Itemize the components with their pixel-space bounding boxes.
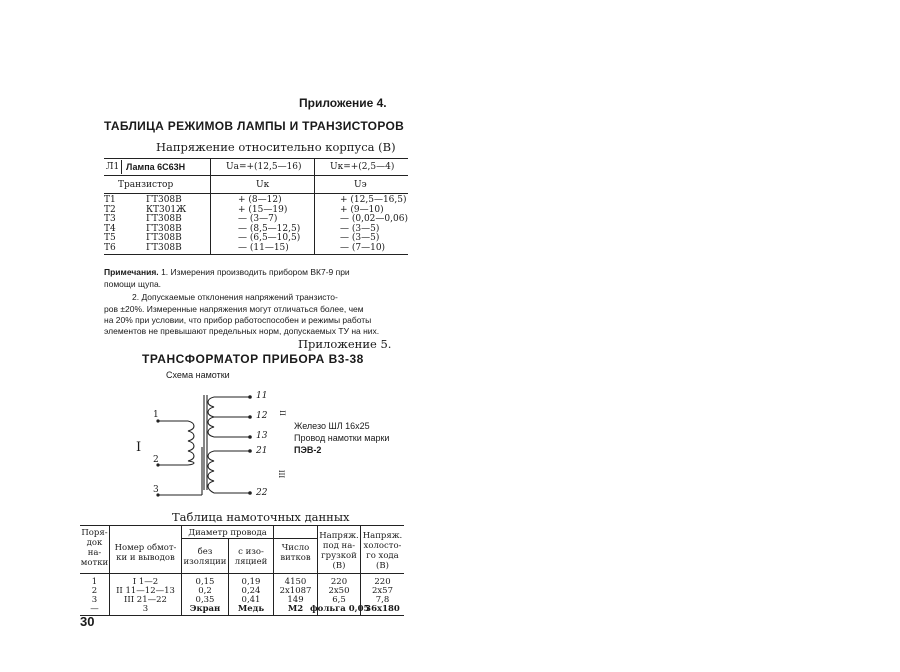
transistor-ids: [104, 196, 116, 253]
note-1-head: Примечания.: [104, 267, 159, 277]
wt-row-turns: 2х1087: [279, 586, 312, 596]
wt-row-ins: 0,41: [241, 595, 261, 605]
pin-label: 2: [153, 455, 159, 465]
note-2-line-1: 2. Допускаемые отклонения напряжений транзисто-: [132, 292, 338, 302]
pin-label: 1: [153, 410, 159, 420]
pin-label: 21: [256, 446, 268, 456]
note-2-line-2: ров ±20%. Измеренные напряжения могут отличаться более, чем: [104, 304, 364, 314]
table-row-ue: — (0,02—0,06): [340, 214, 408, 224]
transistor-types: [146, 196, 186, 253]
note-2-line-4: элементов не превышают предельных норм, допускаемых ТУ на них.: [104, 326, 380, 336]
table-row-uk: + (15—19): [238, 204, 288, 215]
pin-label: 3: [153, 485, 159, 495]
winding-table-title: Таблица намоточных данных: [172, 510, 350, 524]
wt-header-num: Номер обмот- ки и выводов: [114, 543, 177, 563]
core-line-2: Провод намотки марки: [294, 433, 390, 443]
table-row-type: ГТ308В: [146, 195, 182, 205]
wt-row-idle: 36х180: [365, 604, 400, 614]
page-number: 30: [80, 614, 95, 629]
table-row-uk: — (3—7): [238, 214, 278, 224]
pin-label: 13: [256, 431, 268, 441]
table-row-uk: + (8—12): [238, 195, 282, 205]
table-row-id: T5: [104, 233, 116, 243]
wt-row-ins: Медь: [237, 604, 265, 614]
pin-label: 22: [256, 488, 268, 498]
wt-row-ins: 0,19: [241, 577, 261, 587]
wt-row-num: 3: [142, 604, 149, 614]
wt-header-load: Напряж. под на- грузкой (В): [319, 531, 359, 571]
wt-row-idle: 220: [374, 577, 391, 587]
pin-label: 11: [256, 391, 268, 401]
wt-row-idle: 2х57: [371, 586, 394, 596]
col-ue: Uэ: [354, 180, 367, 190]
wt-row-load: фольга 0,05: [310, 604, 370, 614]
scheme-title: Схема намотки: [166, 370, 230, 380]
wt-row-num: I 1—2: [132, 577, 159, 587]
wt-header-no: Поря- док на- мотки: [80, 528, 109, 568]
appendix-5-title: ТРАНСФОРМАТОР ПРИБОРА В3-38: [142, 352, 364, 366]
wt-row-turns: М2: [287, 604, 304, 614]
lamp-ua: Ua=+(12,5—16): [226, 162, 302, 172]
wt-row-no: 1: [91, 577, 98, 587]
table-row-id: T6: [104, 242, 116, 253]
table-row-ue: — (3—5): [340, 233, 380, 243]
modes-table: [104, 158, 408, 254]
wt-row-idle: 7,8: [375, 595, 390, 605]
wt-row-bare: 0,2: [198, 586, 212, 596]
table-row-ue: — (3—5): [340, 223, 380, 234]
winding-I-label: I: [136, 440, 142, 455]
wt-row-num: III 21—22: [124, 595, 167, 605]
appendix-5-label: Приложение 5.: [298, 337, 392, 351]
table-row-type: ГТ308В: [146, 242, 182, 253]
col-transistor: Транзистор: [118, 180, 174, 190]
table-subtitle: Напряжение относительно корпуса (В): [156, 140, 396, 154]
col-uk: Uк: [256, 180, 270, 190]
wt-row-bare: Экран: [189, 604, 221, 614]
core-line-1: Железо ШЛ 16х25: [294, 421, 370, 431]
table-row-id: T4: [104, 223, 116, 234]
core-info: [294, 420, 389, 456]
winding-II-label: II: [277, 410, 286, 416]
pin-label: 12: [256, 411, 268, 421]
winding-table: [80, 525, 404, 616]
wt-row-num: II 11—12—13: [116, 586, 175, 596]
table-row-type: КТ301Ж: [146, 204, 187, 215]
wt-header-idle: Напряж. холосто- го хода (В): [362, 531, 403, 571]
core-line-3: ПЭВ-2: [294, 445, 322, 455]
note-1-line-2: помощи щупа.: [104, 279, 162, 289]
lamp-ref: Л1: [106, 162, 120, 172]
wt-row-load: 6,5: [332, 595, 346, 605]
note-1-line-1: 1. Измерения производить прибором ВК7-9 при: [161, 267, 350, 277]
wt-row-load: 2х50: [328, 586, 350, 596]
wt-row-no: 2: [91, 586, 98, 596]
table-row-id: T3: [104, 214, 116, 224]
note-2-line-3: на 20% при условии, что прибор работоспособен и режимы работы: [104, 315, 372, 325]
wt-row-turns: 149: [287, 595, 304, 605]
lamp-type: Лампа 6С63Н: [126, 162, 186, 172]
wt-header-bare: без изоляции: [183, 547, 227, 567]
wt-header-diam: Диаметр провода: [188, 528, 267, 538]
lamp-uk: Uк=+(2,5—4): [330, 162, 395, 172]
ue-values: [340, 196, 408, 253]
table-row-type: ГТ308В: [146, 233, 182, 243]
table-row-uk: — (11—15): [238, 242, 289, 253]
wt-row-load: 220: [330, 577, 348, 587]
table-row-id: T1: [104, 195, 116, 205]
table-row-uk: — (8,5—12,5): [238, 223, 301, 234]
table-row-uk: — (6,5—10,5): [238, 233, 301, 243]
wt-row-no: —: [90, 604, 99, 614]
table-row-type: ГТ308В: [146, 223, 182, 234]
note-1: [104, 267, 350, 278]
wt-row-bare: 0,15: [195, 577, 215, 587]
wt-row-turns: 4150: [284, 577, 307, 587]
uk-values: [238, 196, 300, 253]
table-row-ue: — (7—10): [340, 242, 386, 253]
wt-header-ins: с изо- ляцией: [234, 547, 268, 567]
appendix-4-label: Приложение 4.: [299, 96, 387, 110]
appendix-4-title: ТАБЛИЦА РЕЖИМОВ ЛАМПЫ И ТРАНЗИСТОРОВ: [104, 119, 405, 133]
winding-III-label: III: [277, 469, 286, 479]
table-row-ue: + (9—10): [340, 204, 384, 215]
wt-row-ins: 0,24: [241, 586, 261, 596]
wt-row-bare: 0,35: [195, 595, 215, 605]
table-row-ue: + (12,5—16,5): [340, 195, 407, 205]
table-row-id: T2: [104, 204, 116, 215]
wt-header-turns: Число витков: [280, 543, 311, 563]
table-row-type: ГТ308В: [146, 214, 182, 224]
wt-row-no: 3: [91, 595, 98, 605]
